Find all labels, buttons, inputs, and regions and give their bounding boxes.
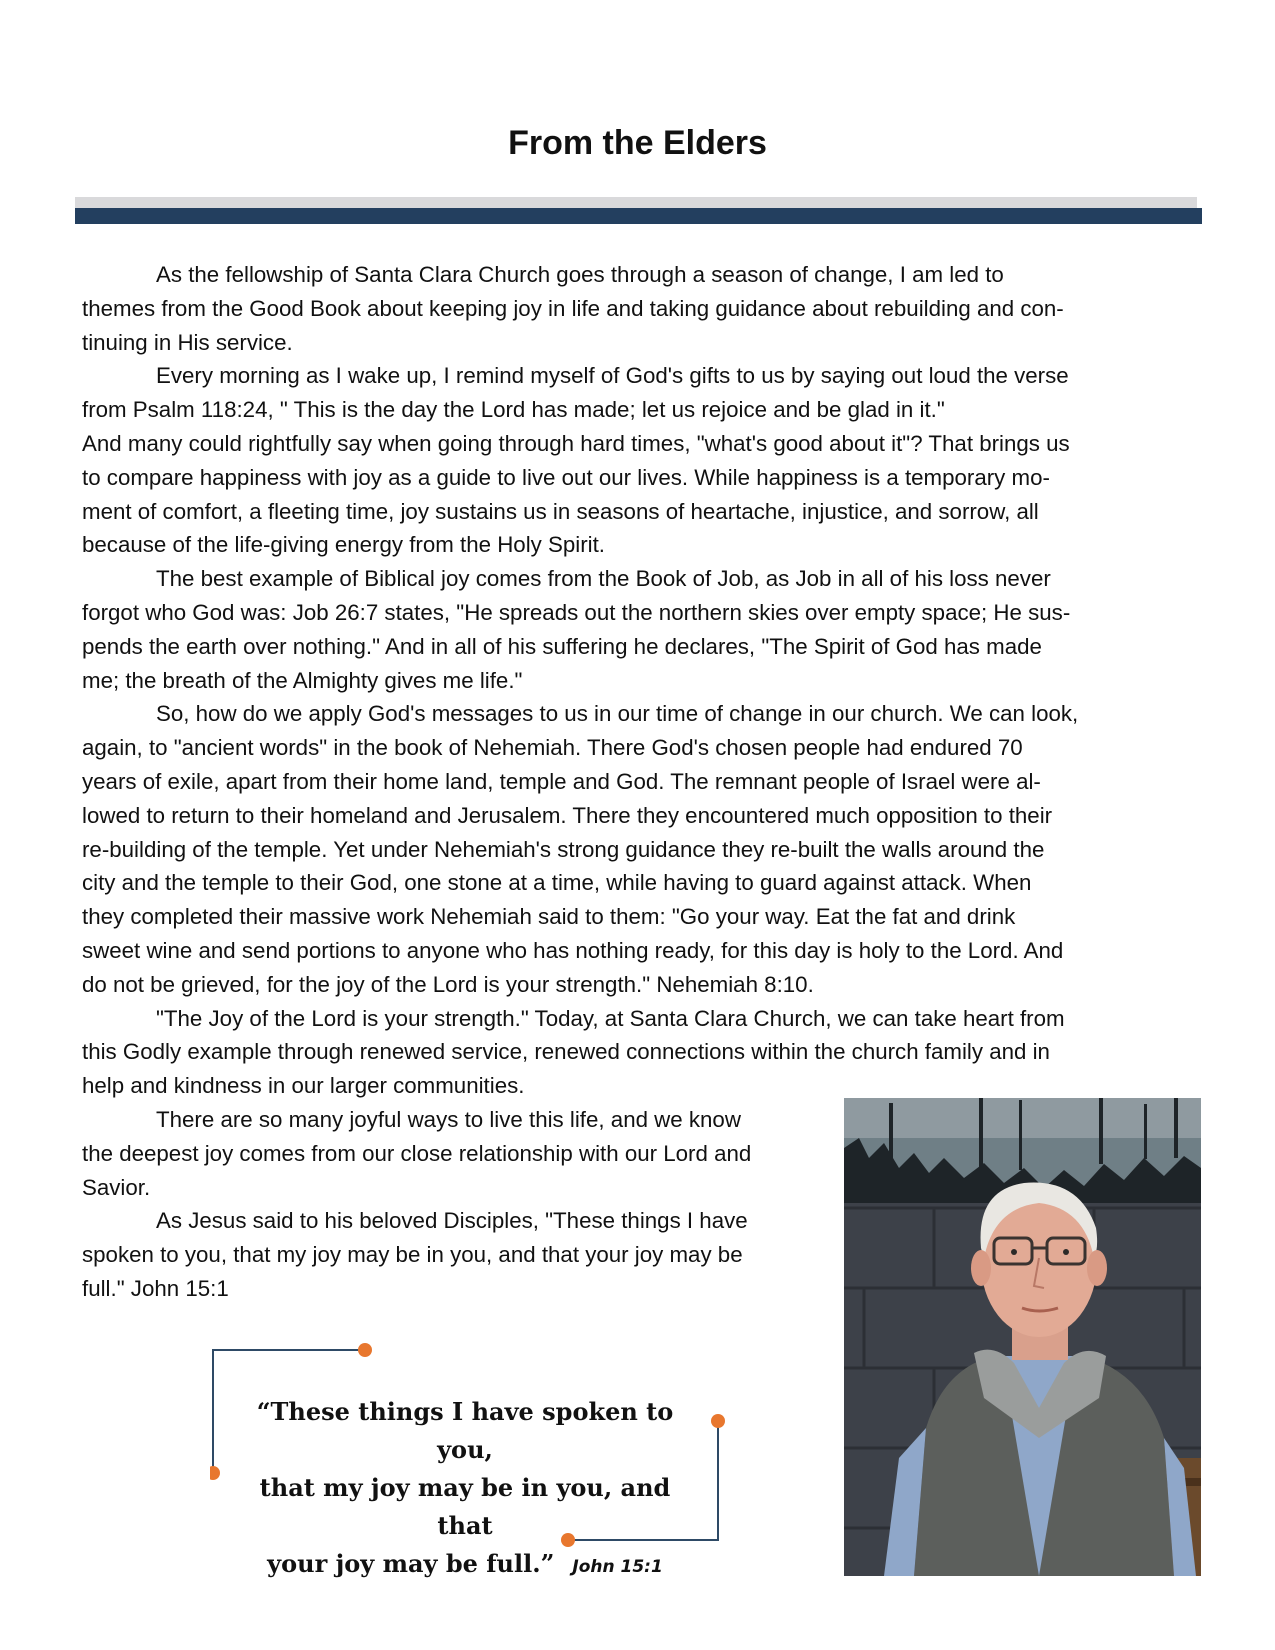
- text-line: lowed to return to their homeland and Jerusalem. There they encountered much opposition to their: [82, 802, 1053, 828]
- text-line: help and kindness in our larger communities.: [82, 1073, 525, 1099]
- quote-frame-dot: [711, 1414, 725, 1428]
- text-line: The best example of Biblical joy comes from the Book of Job, as Job in all of his loss never: [156, 566, 1051, 592]
- text-line: As the fellowship of Santa Clara Church goes through a season of change, I am led to: [156, 262, 1004, 287]
- text-line: "The Joy of the Lord is your strength." Today, at Santa Clara Church, we can take heart from: [156, 1005, 1065, 1031]
- text-line: And many could rightfully say when going through hard times, "what's good about it"? That brings us: [82, 430, 1070, 456]
- text-line: tinuing in His service.: [82, 329, 293, 355]
- header-rule-dark: [75, 208, 1202, 224]
- text-line: again, to "ancient words" in the book of Nehemiah. There God's chosen people had endured 70: [82, 735, 1023, 761]
- quote-frame-dot: [210, 1466, 220, 1480]
- quote-line-last: [230, 1545, 700, 1586]
- pull-quote: [210, 1343, 730, 1578]
- text-line: because of the life-giving energy from the Holy Spirit.: [82, 532, 605, 558]
- text-line: So, how do we apply God's messages to us in our time of change in our church. We can look,: [156, 701, 1079, 727]
- quote-line: that my joy may be in you, and that: [259, 1473, 671, 1540]
- quote-text: [230, 1393, 700, 1586]
- text-line: spoken to you, that my joy may be in you, and that your joy may be: [82, 1242, 743, 1268]
- text-line: they completed their massive work Nehemiah said to them: "Go your way. Eat the fat and drink: [82, 904, 1016, 930]
- quote-frame-dot: [358, 1343, 372, 1357]
- text-line: do not be grieved, for the joy of the Lord is your strength." Nehemiah 8:10.: [82, 971, 814, 997]
- text-line: ment of comfort, a fleeting time, joy sustains us in seasons of heartache, injustice, and sorrow, all: [82, 498, 1039, 524]
- text-line: the deepest joy comes from our close relationship with our Lord and: [82, 1140, 752, 1166]
- elder-portrait-photo: [844, 1098, 1201, 1576]
- page-title: From the Elders: [508, 124, 767, 162]
- quote-line: “These things I have spoken to you,: [256, 1397, 674, 1464]
- quote-reference: John 15:1: [572, 1557, 663, 1577]
- text-line: There are so many joyful ways to live this life, and we know: [156, 1106, 741, 1132]
- text-line: years of exile, apart from their home land, temple and God. The remnant people of Israel were al-: [82, 768, 1041, 794]
- text-line: forgot who God was: Job 26:7 states, "He spreads out the northern skies over empty space; He sus-: [82, 599, 1071, 625]
- text-line: As Jesus said to his beloved Disciples, "These things I have: [156, 1208, 748, 1234]
- text-line: sweet wine and send portions to anyone who has nothing ready, for this day is holy to the Lord. And: [82, 937, 1064, 963]
- text-line: full." John 15:1: [82, 1275, 229, 1301]
- text-line: themes from the Good Book about keeping joy in life and taking guidance about rebuilding and con-: [82, 295, 1064, 321]
- text-line: to compare happiness with joy as a guide to live out our lives. While happiness is a temporary mo-: [82, 464, 1050, 490]
- text-line: Savior.: [82, 1174, 151, 1200]
- text-line: pends the earth over nothing." And in all of his suffering he declares, "The Spirit of God has made: [82, 633, 1042, 659]
- text-line: Every morning as I wake up, I remind myself of God's gifts to us by saying out loud the verse: [156, 363, 1069, 389]
- text-line: city and the temple to their God, one stone at a time, while having to guard against attack. When: [82, 870, 1032, 896]
- text-line: re-building of the temple. Yet under Nehemiah's strong guidance they re-built the walls around the: [82, 836, 1045, 862]
- text-line: from Psalm 118:24, " This is the day the Lord has made; let us rejoice and be glad in it.": [82, 397, 945, 423]
- text-line: me; the breath of the Almighty gives me life.": [82, 667, 523, 693]
- text-line: this Godly example through renewed service, renewed connections within the church family and in: [82, 1039, 1050, 1065]
- quote-line: your joy may be full.”: [267, 1549, 555, 1578]
